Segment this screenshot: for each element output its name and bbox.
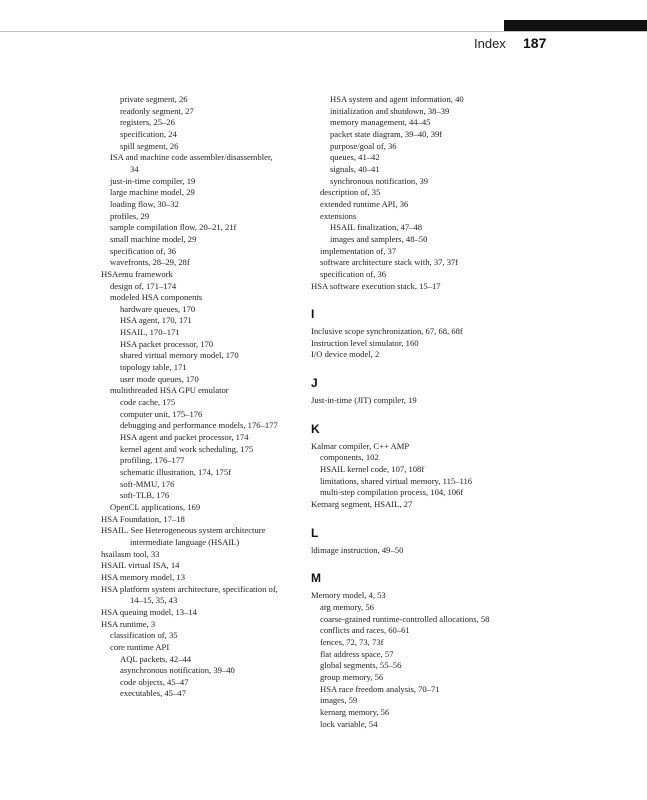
index-entry: asynchronous notification, 39–40 xyxy=(120,665,235,676)
index-entry: shared virtual memory model, 170 xyxy=(120,350,239,361)
index-entry: HSAIL kernel code, 107, 108f xyxy=(320,464,425,475)
index-entry: profiles, 29 xyxy=(110,210,150,221)
index-entry: HSAemu framework xyxy=(101,268,173,279)
index-entry: Kernarg segment, HSAIL, 27 xyxy=(311,499,413,510)
index-entry: design of, 171–174 xyxy=(110,280,177,291)
header-rule xyxy=(0,31,647,32)
index-entry: Instruction level simulator, 160 xyxy=(311,337,419,348)
index-entry: classification of, 35 xyxy=(110,630,178,641)
index-entry: group memory, 56 xyxy=(320,671,384,682)
index-entry: Inclusive scope synchronization, 67, 68, 68f xyxy=(311,326,463,337)
index-entry: HSA platform system architecture, specification of, xyxy=(101,583,278,594)
index-entry: specification, 24 xyxy=(120,128,177,139)
index-entry: description of, 35 xyxy=(320,187,381,198)
index-entry: profiling, 176–177 xyxy=(120,455,185,466)
index-entry: sample compilation flow, 20–21, 21f xyxy=(110,222,237,233)
index-entry: kernarg memory, 56 xyxy=(320,706,390,717)
index-entry: arg memory, 56 xyxy=(320,602,374,613)
index-entry: HSAIL finalization, 47–48 xyxy=(330,222,423,233)
index-entry: core runtime API xyxy=(110,641,170,652)
index-entry: hsailasm tool, 33 xyxy=(101,548,160,559)
index-entry: extended runtime API, 36 xyxy=(320,198,409,209)
index-entry: user mode queues, 170 xyxy=(120,373,199,384)
running-header-label: Index xyxy=(474,36,506,51)
index-entry: spill segment, 26 xyxy=(120,140,179,151)
index-entry: ISA and machine code assembler/disassembler, xyxy=(110,152,273,163)
index-column-left xyxy=(101,94,301,700)
index-entry: HSAIL. See Heterogeneous system architecture xyxy=(101,525,266,536)
index-entry: OpenCL applications, 169 xyxy=(110,501,201,512)
index-entry-continuation: 34 xyxy=(130,163,139,174)
index-entry: kernel agent and work scheduling, 175 xyxy=(120,443,254,454)
index-entry: Just-in-time (JIT) compiler, 19 xyxy=(311,395,417,406)
index-entry: large machine model, 29 xyxy=(110,187,195,198)
index-entry: initialization and shutdown, 38–39 xyxy=(330,105,450,116)
index-entry: HSA queuing model, 13–14 xyxy=(101,606,197,617)
index-entry: limitations, shared virtual memory, 115–116 xyxy=(320,475,473,486)
index-entry: lock variable, 54 xyxy=(320,718,378,729)
index-entry: global segments, 55–56 xyxy=(320,660,402,671)
index-entry: schematic illustration, 174, 175f xyxy=(120,467,231,477)
index-entry: software architecture stack with, 37, 37f xyxy=(320,257,459,268)
index-letter-heading: M xyxy=(311,571,321,586)
index-entry: Memory model, 4, 53 xyxy=(311,590,386,601)
index-entry: HSAIL virtual ISA, 14 xyxy=(101,560,180,571)
index-entry: specification of, 36 xyxy=(110,245,177,256)
index-entry: queues, 41–42 xyxy=(330,152,380,163)
index-entry: topology table, 171 xyxy=(120,362,187,373)
index-entry: specification of, 36 xyxy=(320,268,387,279)
index-entry: I/O device model, 2 xyxy=(311,349,380,360)
index-entry: just-in-time compiler, 19 xyxy=(110,175,196,186)
index-entry: debugging and performance models, 176–177 xyxy=(120,420,278,431)
index-letter-heading: J xyxy=(311,376,318,391)
index-entry: HSA runtime, 3 xyxy=(101,618,156,629)
index-entry: HSA Foundation, 17–18 xyxy=(101,513,185,524)
index-entry: fences, 72, 73, 73f xyxy=(320,637,384,647)
index-entry: HSA agent, 170, 171 xyxy=(120,315,192,326)
index-entry: synchronous notification, 39 xyxy=(330,175,429,186)
index-entry: implementation of, 37 xyxy=(320,245,397,256)
index-entry: hardware queues, 170 xyxy=(120,303,196,314)
index-entry: HSA memory model, 13 xyxy=(101,571,186,582)
index-entry: components, 102 xyxy=(320,452,379,463)
index-entry: extensions xyxy=(320,210,357,221)
index-entry: packet state diagram, 39–40, 39f xyxy=(330,128,443,139)
index-entry: multithreaded HSA GPU emulator xyxy=(110,385,229,396)
index-entry: loading flow, 30–32 xyxy=(110,198,179,209)
index-entry: signals, 40–41 xyxy=(330,163,380,174)
header-black-bar xyxy=(504,20,647,31)
index-entry: flat address space, 57 xyxy=(320,648,394,659)
index-entry: HSAIL, 170–171 xyxy=(120,327,180,338)
index-entry: code objects, 45–47 xyxy=(120,676,189,687)
index-entry: multi-step compilation process, 104, 106f xyxy=(320,487,464,498)
index-entry: purpose/goal of, 36 xyxy=(330,140,397,151)
index-column-right xyxy=(311,94,541,730)
page-number: 187 xyxy=(523,35,547,51)
index-entry: HSA packet processor, 170 xyxy=(120,338,214,349)
index-entry-continuation: intermediate language (HSAIL) xyxy=(130,536,240,547)
index-entry: coarse-grained runtime-controlled allocations, 58 xyxy=(320,613,490,624)
index-entry: HSA system and agent information, 40 xyxy=(330,94,464,104)
index-entry: wavefronts, 28–29, 28f xyxy=(110,257,190,268)
index-entry: small machine model, 29 xyxy=(110,233,197,244)
index-entry: memory management, 44–45 xyxy=(330,117,431,128)
index-letter-heading: K xyxy=(311,421,320,436)
index-entry: registers, 25–26 xyxy=(120,117,175,128)
index-entry: images, 59 xyxy=(320,695,358,706)
index-entry: images and samplers, 48–50 xyxy=(330,233,428,244)
index-entry: executables, 45–47 xyxy=(120,688,186,699)
index-entry: soft-MMU, 176 xyxy=(120,478,175,489)
index-entry-continuation: 14–15, 35, 43 xyxy=(130,595,178,606)
index-entry: soft-TLB, 176 xyxy=(120,490,170,501)
index-letter-heading: L xyxy=(311,525,319,540)
index-entry: code cache, 175 xyxy=(120,397,176,408)
index-entry: HSA race freedom analysis, 70–71 xyxy=(320,683,440,694)
index-entry: Kalmar compiler, C++ AMP xyxy=(311,440,410,451)
index-entry: conflicts and races, 60–61 xyxy=(320,625,410,636)
index-entry: computer unit, 175–176 xyxy=(120,408,203,419)
index-entry: ldimage instruction, 49–50 xyxy=(311,544,404,555)
index-entry: readonly segment, 27 xyxy=(120,105,194,116)
index-entry: HSA software execution stack, 15–17 xyxy=(311,280,441,291)
index-entry: modeled HSA components xyxy=(110,292,203,303)
index-entry: private segment, 26 xyxy=(120,94,188,104)
index-entry: HSA agent and packet processor, 174 xyxy=(120,432,249,443)
index-entry: AQL packets, 42–44 xyxy=(120,653,192,664)
index-letter-heading: I xyxy=(311,307,315,322)
